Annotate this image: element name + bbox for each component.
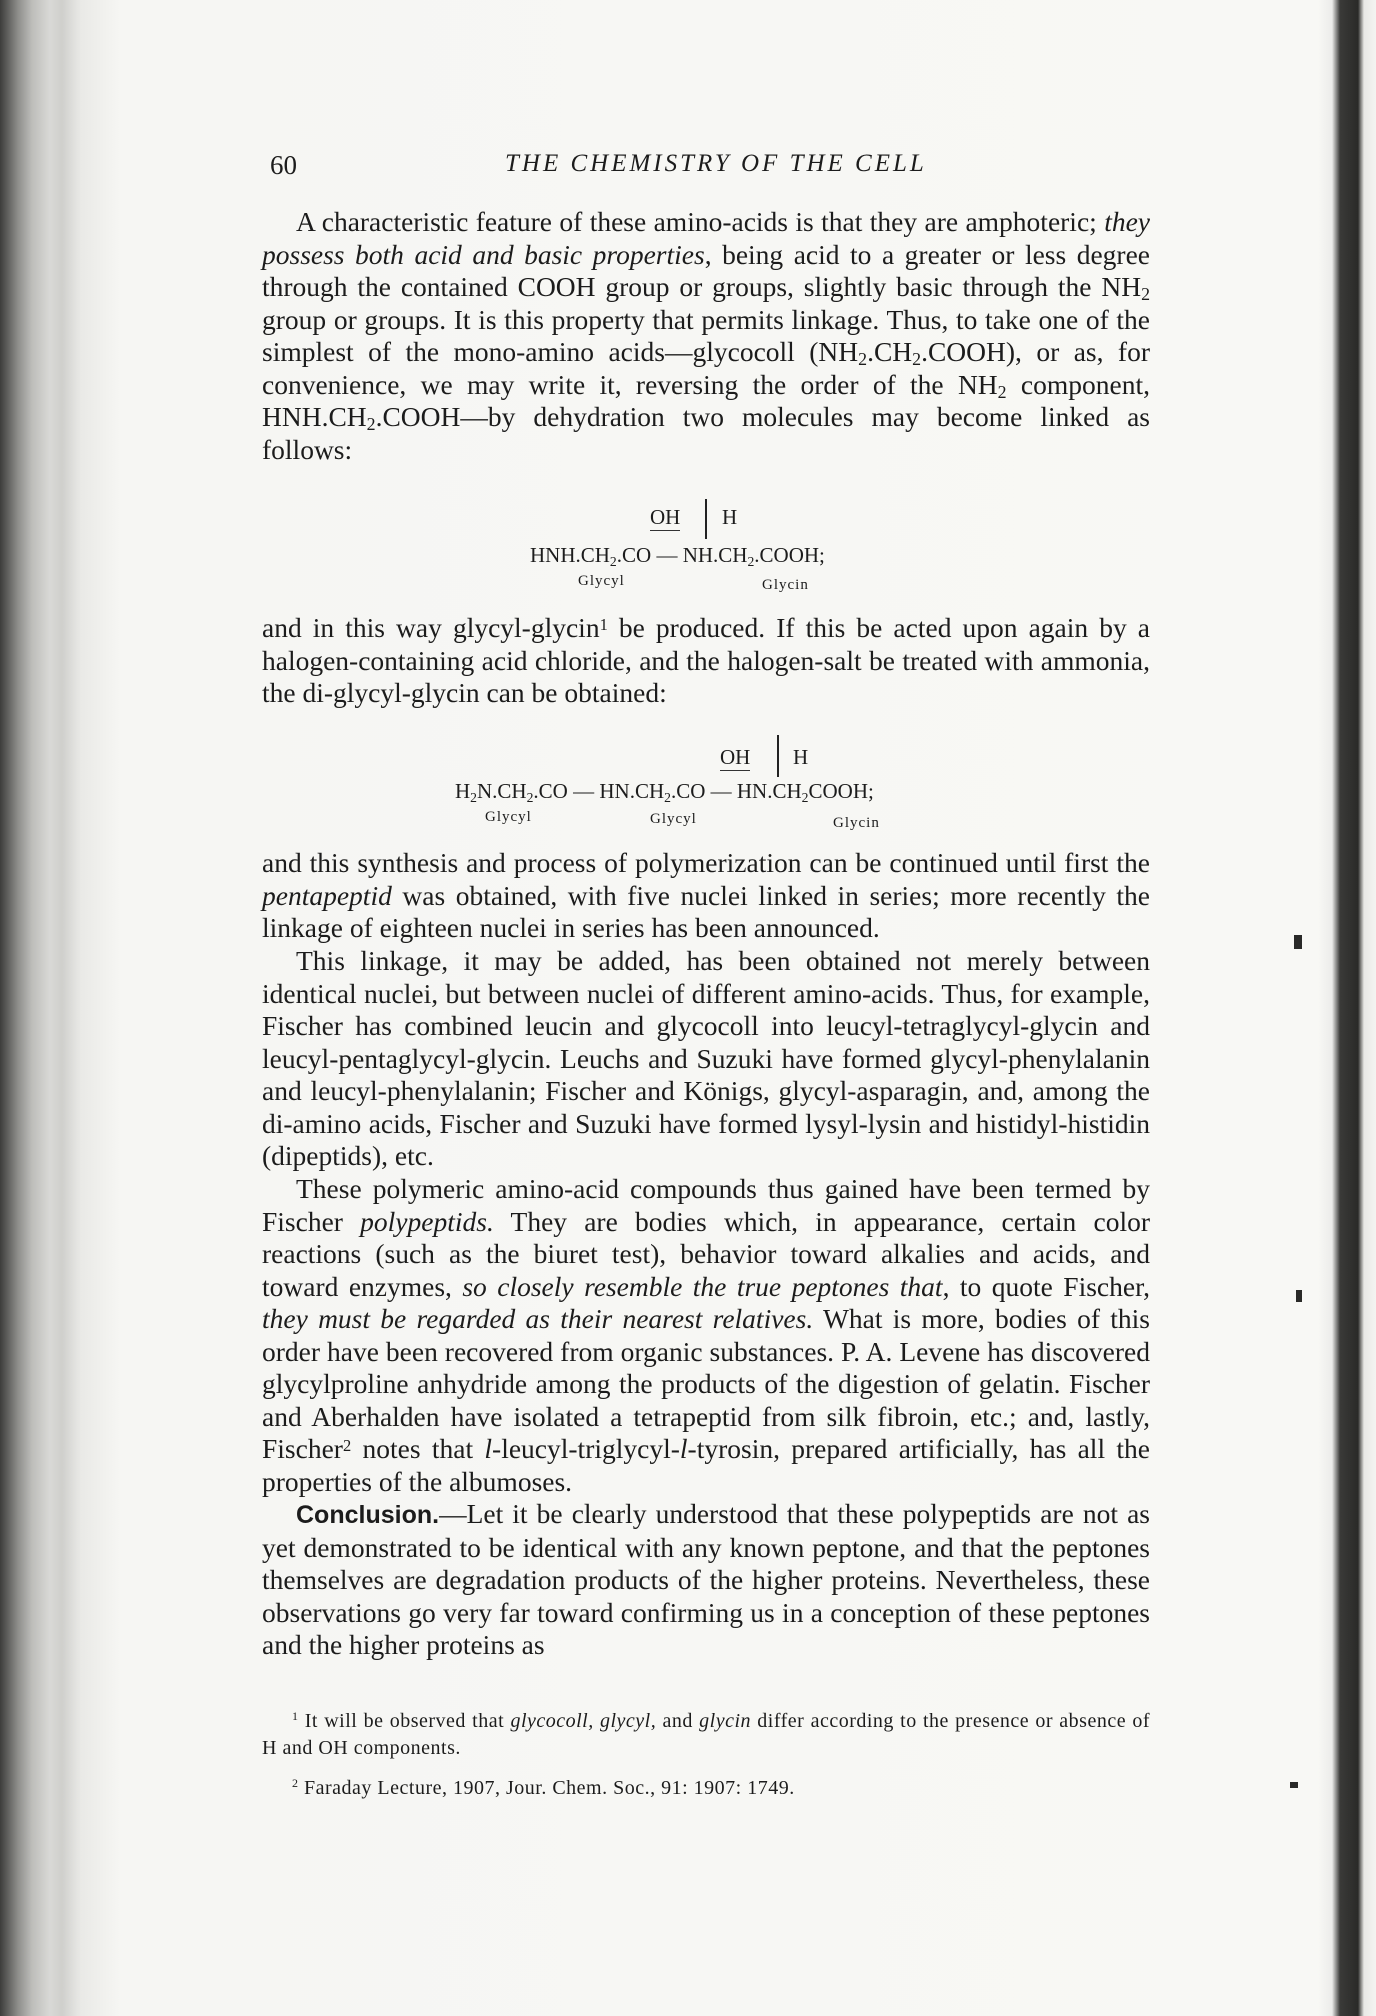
text-run: These polymeric amino-acid compounds thus gained have been termed by Fischer xyxy=(262,1173,1150,1237)
italic-run: they possess both acid and basic properties xyxy=(262,206,1150,270)
text-run: group or groups. It is this property that permits linkage. Thus, to take one of the simplest of the mono-amino acids—glycocoll (NH xyxy=(262,303,1150,367)
scan-speck xyxy=(1294,935,1302,949)
italic-run: l xyxy=(679,1433,688,1464)
formula-label-glycin: Glycin xyxy=(833,815,880,831)
text-run: This linkage, it may be added, has been obtained not merely between identical nuclei, but between nuclei of different amino-acids. Thus, for example, Fischer has combined leucin and glycocoll into leucyl-tetraglycyl-glycin and leucyl-pentaglycyl-glycin. Leuchs and Suzuki have formed glycyl-phenylalanin and leucyl-phenylalanin; Fischer and Königs, glycyl-asparagin, and, among the di-amino acids, Fischer and Suzuki have formed lysyl-lysin and histidyl-histidin (dipeptids), etc. xyxy=(262,945,1150,1171)
paragraph-amphoteric xyxy=(262,206,1150,466)
subscript: 2 xyxy=(526,790,534,805)
formula-text: HNH.CH xyxy=(530,543,610,567)
text-run: and in this way glycyl-glycin xyxy=(262,612,600,643)
text-run: differ according to the presence or absence of H and OH components. xyxy=(262,1710,1151,1759)
text-run: be produced. If this be acted upon again by a halogen-containing acid chloride, and the halogen-salt be treated with ammonia, the di-glycyl-glycin can be obtained: xyxy=(262,612,1150,708)
formula-text: COOH; xyxy=(808,779,874,803)
italic-run: pentapeptid xyxy=(262,879,392,911)
text-run: component, HNH.CH xyxy=(262,368,1150,432)
subscript: 2 xyxy=(997,381,1007,402)
text-run: .COOH), or as, for convenience, we may write it, reversing the order of the NH xyxy=(262,336,1150,400)
running-head xyxy=(270,150,1140,190)
conclusion-heading: Conclusion. xyxy=(296,1501,440,1529)
formula-text: .CO xyxy=(616,543,652,567)
formula-main-line xyxy=(530,543,825,568)
formula-bond-bar xyxy=(705,499,707,539)
text-run: and xyxy=(656,1710,700,1732)
footnote-mark: 2 xyxy=(292,1776,299,1790)
text-run: .COOH—by dehydration two molecules may become linked as follows: xyxy=(262,401,1150,465)
formula-text: .CO xyxy=(533,779,568,803)
formula-text: NH.CH xyxy=(682,543,748,567)
paragraph-glycyl-glycin xyxy=(262,612,1150,710)
formula-text: N.CH xyxy=(477,779,527,803)
text-run: -tyrosin, prepared artificially, has all the properties of the albumoses. xyxy=(262,1433,1150,1497)
footnote-1 xyxy=(262,1708,1150,1762)
formula-bond-bar xyxy=(777,735,779,777)
text-run: They are bodies which, in appearance, certain color reactions (such as the biuret test), behavior toward alkalies and acids, and toward enzymes, xyxy=(262,1205,1150,1302)
formula-label-glycyl: Glycyl xyxy=(650,811,697,827)
italic-run: polypeptids. xyxy=(360,1205,494,1237)
text-run: —Let it be clearly understood that these polypeptids are not as yet demonstrated to be identical with any known peptone, and that the peptones themselves are degradation products of the higher proteins. Nevertheless, these observations go very far toward confirming us in a conception of these peptones and the higher proteins as xyxy=(262,1498,1150,1660)
formula-label-glycyl: Glycyl xyxy=(578,573,625,589)
italic-run: glycocoll, glycyl, xyxy=(510,1710,657,1732)
italic-run: glycin xyxy=(699,1710,752,1732)
footnote-mark: 1 xyxy=(292,1709,299,1723)
formula-oh: OH xyxy=(720,745,751,769)
formula-dash: — xyxy=(573,779,595,803)
subscript: 2 xyxy=(801,790,809,805)
text-run: What is more, bodies of this order have been recovered from organic substances. P. A. Levene has discovered glycylproline anhydride among the products of the digestion of gelatin. Fischer and Aberhalden have isolated a tetrapeptid from silk fibroin, etc.; and, lastly, Fischer xyxy=(262,1303,1150,1464)
page-number: 60 xyxy=(270,150,297,180)
subscript: 2 xyxy=(858,349,868,369)
footnote-ref: 1 xyxy=(599,615,608,634)
formula-main-line xyxy=(455,779,874,804)
scan-speck xyxy=(1296,1290,1302,1302)
formula-text: .COOH; xyxy=(754,543,825,567)
text-run: , being acid to a greater or less degree through the contained COOH group or groups, slightly basic through the NH xyxy=(262,238,1150,302)
formula-h: H xyxy=(793,745,809,769)
text-run: , to quote Fischer, xyxy=(942,1270,1151,1302)
scan-speck xyxy=(1290,1782,1298,1788)
formula-di-glycyl-glycin xyxy=(455,735,975,835)
subscript: 2 xyxy=(609,554,617,569)
text-run: Faraday Lecture, 1907, Jour. Chem. Soc., 91: 1907: 1749. xyxy=(298,1777,795,1799)
formula-label-glycyl: Glycyl xyxy=(485,809,532,825)
text-run: -leucyl-triglycyl- xyxy=(492,1433,680,1464)
paragraph-conclusion xyxy=(262,1498,1150,1662)
text-run: It will be observed that xyxy=(298,1710,511,1732)
footnote-2 xyxy=(262,1775,1150,1802)
formula-text: HN.CH xyxy=(599,779,665,803)
formula-text: HN.CH xyxy=(736,779,802,803)
formula-glycyl-glycin xyxy=(530,505,930,605)
footnote-ref: 2 xyxy=(342,1436,352,1455)
text-run: .CH xyxy=(867,336,913,367)
text-run: was obtained, with five nuclei linked in series; more recently the linkage of eighteen nuclei in series has been announced. xyxy=(262,879,1150,943)
paragraph-polypeptids xyxy=(262,1173,1150,1498)
paragraph-linkage xyxy=(262,945,1150,1173)
running-title: THE CHEMISTRY OF THE CELL xyxy=(505,150,927,177)
italic-run: they must be regarded as their nearest relatives. xyxy=(262,1303,814,1334)
formula-dash: — xyxy=(656,543,678,567)
subscript: 2 xyxy=(664,790,671,805)
text-run: A characteristic feature of these amino-acids is that they are amphoteric; xyxy=(296,206,1105,237)
formula-text: .CO xyxy=(670,779,706,803)
subscript: 2 xyxy=(747,554,755,569)
text-run: notes that xyxy=(351,1433,485,1464)
formula-text: H xyxy=(455,779,471,803)
subscript: 2 xyxy=(912,349,922,369)
paragraph-polymerization xyxy=(262,847,1150,945)
formula-label-glycin: Glycin xyxy=(762,577,809,593)
italic-run: l xyxy=(484,1433,493,1464)
italic-run: so closely resemble the true peptones that xyxy=(462,1270,943,1302)
subscript: 2 xyxy=(470,790,477,805)
formula-oh: OH xyxy=(650,505,681,529)
subscript: 2 xyxy=(1141,284,1150,304)
formula-dash: — xyxy=(710,779,732,803)
subscript: 2 xyxy=(366,414,376,434)
text-run: and this synthesis and process of polymerization can be continued until first the xyxy=(262,847,1150,878)
formula-h: H xyxy=(722,505,738,529)
